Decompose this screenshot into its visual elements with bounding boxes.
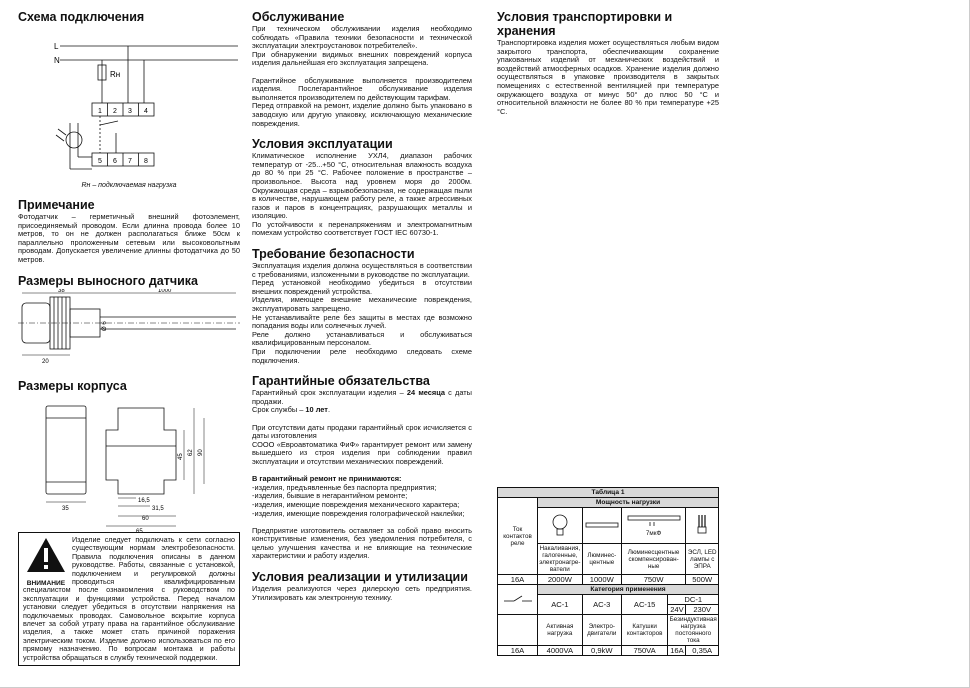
safety-p6: При подключении реле необходимо следовать схеме подключения. [252,347,472,365]
warranty-period: Гарантийный срок эксплуатации изделия – 24 месяца с даты продажи. [252,388,472,406]
dim-16-5: 16,5 [138,497,150,504]
line-label-n: N [54,56,60,65]
table-cell: 750W [621,575,686,585]
lamp-label-2: Люминес- центные [582,544,621,575]
safety-p2: Перед установкой необходимо убедиться в отсутствии внешних повреждений устройства. [252,278,472,296]
sensor-drawing [18,289,240,365]
warranty-title: Гарантийные обязательства [252,374,430,389]
load-table [497,487,719,656]
capacitor-label: 7мкФ [645,530,662,537]
table-cell: 230V [686,605,719,615]
disposal-title: Условия реализации и утилизации [252,570,468,585]
terminal-6: 6 [113,158,117,165]
service-life: Срок службы – 10 лет. [252,405,330,415]
scheme-title: Схема подключения [18,10,145,24]
warning-box [18,532,240,666]
disposal-p: Изделия реализуются через дилерскую сеть предприятия. Утилизировать как электронную технику. [252,584,472,602]
operation-title: Условия эксплуатации [252,137,393,152]
table-cell: AC-3 [582,595,621,615]
table-cell: AC-1 [538,595,583,615]
warning-triangle-icon [25,536,67,574]
list-item: -изделия, имеющие повреждения голографической наклейки; [252,508,465,518]
dim-phi6: Ø 6 [102,320,108,331]
incandescent-icon [538,508,583,544]
fluorescent-tube-icon [582,508,621,544]
dim-35: 35 [62,505,69,512]
current-label: Ток контактов реле [498,498,538,575]
terminal-5: 5 [98,158,102,165]
service-p4: Перед отправкой на ремонт, изделие должно быть упаковано в заводскую или другую упаковку, исключающую механические повреждения. [252,101,472,128]
dim-62: 62 [188,448,194,456]
table-cell: 16A [668,646,686,656]
operation-p1: Климатическое исполнение УХЛ4, диапазон рабочих температур от -25...+50 °С, относительная влажность воздуха до 80 % при 25 °С. Рабочее положение в пространстве – произвольное. Высота над уровнем моря до 2000м. Окружающая среда – взрывобезопасная, не содержащая пыли в количестве, нарушающем работу реле, а также агрессивных газов и паров в концентрациях, разрушающих металлы и изоляцию. [252,151,472,221]
list-item: -изделия, бывшие в негарантийном ремонте; [252,491,408,501]
lamp-label-3: Люминесцентные скомпенсирован- ные [621,544,686,575]
table-cell: 4000VA [538,646,583,656]
warning-text: Изделие следует подключать к сети согласно существующим нормам электробезопасности. Правила подключения описаны в данном руководстве. Работы, связанные с установкой, подключением и регулировкой должны проводиться квалифицированным специалистом после ознакомления с руководством по эксплуатации и функциями устройства. Перед началом установки следует убедиться в отсутствии напряжения на подключаемых проводах. Самовольное вскрытие корпуса влечет за собой утрату права на гарантийное обслуживание изделия, а также может стать причиной поражения электрическим током. Изделие должно использоваться по его прямому назначению. По вопросам монтажа и работы устройства обращаться в службу технической поддержки. [23,535,235,662]
scheme-caption: Rн – подключаемая нагрузка [81,182,177,189]
table-cell: 2000W [538,575,583,585]
nonrepair-list [252,484,472,518]
terminal-3: 3 [128,108,132,115]
table-cell: 1000W [582,575,621,585]
dim-1000: 1000 [158,288,172,294]
category-label: Безиндуктивная нагрузка постоянного тока [669,616,717,644]
safety-title: Требование безопасности [252,247,415,262]
terminal-1: 1 [98,108,102,115]
nonrepair-p: Предприятие изготовитель оставляет за собой право вносить конструктивные изменения, без уведомления потребителя, с целью улучшения качества и не влияющие на технические характеристики и работу изделия. [252,525,472,561]
lamp-label-4: ЭСЛ, LED лампы с ЭПРА [686,544,719,575]
table-cell: 24V [668,605,686,615]
case-dims-title: Размеры корпуса [18,378,127,393]
compensated-fluorescent-icon [621,508,686,544]
service-p2: При обнаружении видимых внешних повреждений корпуса изделия дальнейшая его эксплуатация запрещена. [252,49,472,68]
table-cell: 16А [498,646,538,656]
terminal-4: 4 [144,108,148,115]
terminal-2: 2 [113,108,117,115]
lamp-label-1: Накаливания, галогенные, электронагре- ватели [539,545,581,573]
table-cell: 500W [686,575,719,585]
safety-p5: Реле должно устанавливаться и обслуживаться квалифицированным персоналом. [252,329,472,348]
dim-31-5: 31,5 [152,505,164,512]
column-right [497,10,719,116]
list-item: -изделия, предъявленные без паспорта предприятия; [252,482,437,492]
sensor-dims-title: Размеры выносного датчика [18,273,198,288]
category-label: Электро- двигатели [582,615,621,646]
transport-p: Транспортировка изделия может осуществляться любым видом закрытого транспорта, обеспечивающим сохранение упакованных изделий от механических воздействий и воздействий атмосферных осадков. Хранение изделия должно осуществляться в упаковке производителя в закрытых помещениях с естественной вентиляцией при температуре окружающего воздуха от минус 50° до плюс 50 °С и относительной влажности не более 80 % при температуре +25 °С. [497,38,719,116]
case-drawing [18,394,240,534]
safety-p4: Не устанавливайте реле без защиты в местах где возможно попадания воды или солнечных лучей. [252,312,472,331]
terminal-8: 8 [144,158,148,165]
dim-60: 60 [142,515,149,522]
load-label: Rн [110,70,121,79]
warning-word: ВНИМАНИЕ [26,580,66,587]
wiring-diagram [18,25,240,175]
list-item: -изделия, имеющие повреждения механического характера; [252,499,460,509]
relay-contact-icon [498,585,538,615]
load-power-header: Мощность нагрузки [538,498,719,508]
safety-p1: Эксплуатация изделия должна осуществляться в соответствии с требованиями, изложенными в руководстве по эксплуатации. [252,261,472,279]
dim-90: 90 [198,448,204,456]
warning-badge [23,536,69,587]
dim-20: 20 [42,358,49,365]
warranty-p3: При отсутствии даты продажи гарантийный срок исчисляется с даты изготовления [252,422,472,441]
table-cell: AC-15 [621,595,668,615]
service-p3: Гарантийное обслуживание выполняется производителем изделия. Послегарантийное обслуживание изделия выполняется производителем по действующим тарифам. [252,75,472,102]
safety-p3: Изделия, имеющее внешние механические повреждения, эксплуатировать запрещено. [252,295,472,314]
nonrepair-title: В гарантийный ремонт не принимаются: [252,474,402,484]
service-p1: При техническом обслуживании изделия необходимо соблюдать «Правила техники безопасности и технической эксплуатации электроустановок потребителей». [252,24,472,51]
category-label: Активная нагрузка [538,615,583,646]
note-title: Примечание [18,198,95,212]
esl-lamp-icon [686,508,719,544]
dim-45: 45 [178,452,184,460]
category-header: Категория применения [538,585,719,595]
column-left [18,10,240,539]
transport-title: Условия транспортировки и хранения [497,10,673,38]
note-text: Фотодатчик – герметичный внешний фотоэлемент, присоединяемый проводом. Если длинна провода более 10 метров, то он не должен располагаться ближе 50см к параллельно проложенным сетевым или высоковольтным проводам. Допускается увеличение длинны фотодатчика до 50 метров. [18,212,240,264]
table-cell: 0,9kW [582,646,621,656]
dim-65: 65 [136,528,143,534]
table-cell: 0,35A [686,646,719,656]
category-label: Катушки контакторов [621,615,668,646]
terminal-7: 7 [128,158,132,165]
table-cell: 16А [498,575,538,585]
service-title: Обслуживание [252,10,345,24]
warranty-p4: СООО «Евроавтоматика ФиФ» гарантирует ремонт или замену вышедшего из строя изделия при соблюдении правил эксплуатации и отсутствии механических повреждений. [252,439,472,466]
operation-p2: По устойчивости к перенапряжениям и электромагнитным помехам устройство соответствует ГОСТ IEC 60730-1. [252,219,472,238]
line-label-l: L [54,42,59,51]
table-cell: 750VA [621,646,668,656]
column-middle [252,10,472,602]
table-caption: Таблица 1 [498,488,719,498]
dim-38: 38 [58,288,65,294]
table-cell: DC-1 [668,595,719,605]
